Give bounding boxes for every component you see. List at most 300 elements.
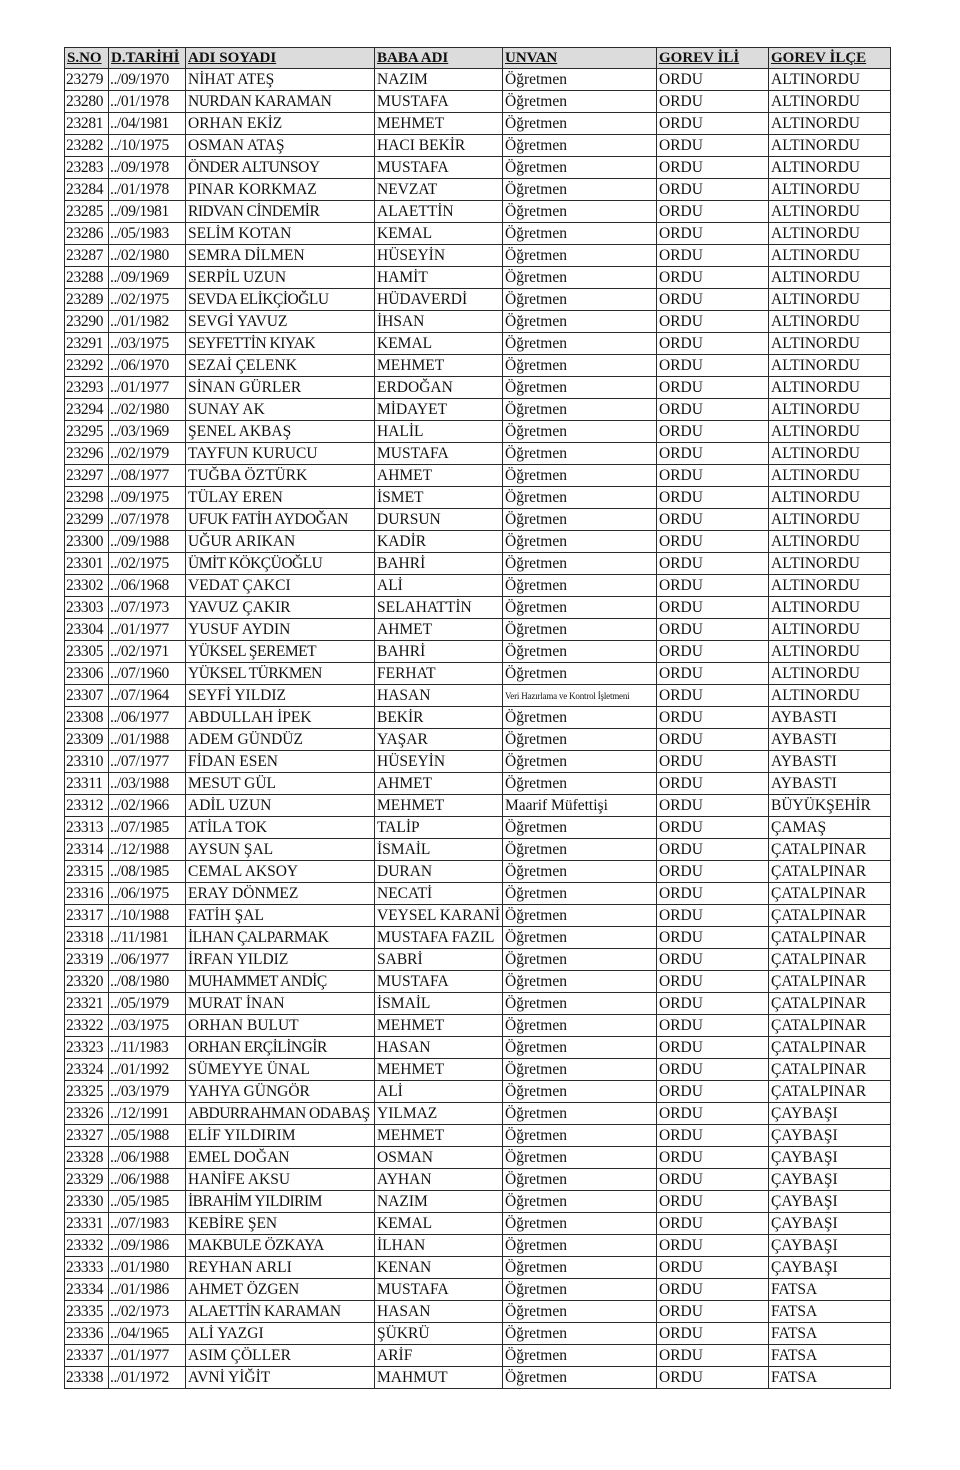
cell-district: ALTINORDU xyxy=(769,333,891,355)
cell-title: Öğretmen xyxy=(503,377,657,399)
cell-father-name: ERDOĞAN xyxy=(375,377,503,399)
cell-district: ÇATALPINAR xyxy=(769,971,891,993)
cell-birth-date: ../09/1988 xyxy=(109,531,186,553)
cell-district: FATSA xyxy=(769,1345,891,1367)
cell-father-name: İLHAN xyxy=(375,1235,503,1257)
cell-full-name: YAHYA GÜNGÖR xyxy=(186,1081,375,1103)
cell-province: ORDU xyxy=(657,267,769,289)
cell-province: ORDU xyxy=(657,1103,769,1125)
cell-province: ORDU xyxy=(657,509,769,531)
cell-birth-date: ../02/1980 xyxy=(109,245,186,267)
cell-full-name: İLHAN ÇALPARMAK xyxy=(186,927,375,949)
cell-full-name: TAYFUN KURUCU xyxy=(186,443,375,465)
cell-father-name: KEMAL xyxy=(375,333,503,355)
cell-father-name: KEMAL xyxy=(375,223,503,245)
cell-sno: 23290 xyxy=(65,311,109,333)
cell-full-name: NURDAN KARAMAN xyxy=(186,91,375,113)
table-row xyxy=(65,729,891,751)
cell-district: ALTINORDU xyxy=(769,487,891,509)
cell-father-name: ALİ xyxy=(375,1081,503,1103)
cell-full-name: YÜKSEL ŞEREMET xyxy=(186,641,375,663)
cell-sno: 23332 xyxy=(65,1235,109,1257)
table-row xyxy=(65,1323,891,1345)
cell-title: Öğretmen xyxy=(503,553,657,575)
cell-title: Öğretmen xyxy=(503,597,657,619)
cell-title: Öğretmen xyxy=(503,179,657,201)
table-row xyxy=(65,1103,891,1125)
cell-sno: 23300 xyxy=(65,531,109,553)
cell-sno: 23316 xyxy=(65,883,109,905)
cell-full-name: SÜMEYYE ÜNAL xyxy=(186,1059,375,1081)
table-row xyxy=(65,1169,891,1191)
cell-birth-date: ../03/1975 xyxy=(109,1015,186,1037)
cell-title: Öğretmen xyxy=(503,531,657,553)
cell-sno: 23301 xyxy=(65,553,109,575)
cell-sno: 23325 xyxy=(65,1081,109,1103)
cell-father-name: FERHAT xyxy=(375,663,503,685)
cell-father-name: TALİP xyxy=(375,817,503,839)
cell-sno: 23317 xyxy=(65,905,109,927)
cell-district: ALTINORDU xyxy=(769,311,891,333)
cell-district: ALTINORDU xyxy=(769,113,891,135)
cell-sno: 23327 xyxy=(65,1125,109,1147)
cell-father-name: VEYSEL KARANİ xyxy=(375,905,503,927)
cell-father-name: HACI BEKİR xyxy=(375,135,503,157)
table-row xyxy=(65,531,891,553)
cell-province: ORDU xyxy=(657,157,769,179)
table-row xyxy=(65,883,891,905)
table-row xyxy=(65,707,891,729)
cell-full-name: EMEL DOĞAN xyxy=(186,1147,375,1169)
header-province: GOREV İLİ xyxy=(657,48,769,69)
cell-full-name: ERAY DÖNMEZ xyxy=(186,883,375,905)
cell-birth-date: ../05/1985 xyxy=(109,1191,186,1213)
table-row xyxy=(65,795,891,817)
cell-province: ORDU xyxy=(657,1015,769,1037)
cell-title: Öğretmen xyxy=(503,575,657,597)
cell-district: ALTINORDU xyxy=(769,135,891,157)
cell-province: ORDU xyxy=(657,223,769,245)
cell-district: ALTINORDU xyxy=(769,641,891,663)
cell-sno: 23313 xyxy=(65,817,109,839)
cell-title: Öğretmen xyxy=(503,1103,657,1125)
cell-district: ÇAYBAŞI xyxy=(769,1147,891,1169)
table-row xyxy=(65,267,891,289)
cell-province: ORDU xyxy=(657,685,769,707)
cell-sno: 23321 xyxy=(65,993,109,1015)
cell-title: Öğretmen xyxy=(503,355,657,377)
table-row xyxy=(65,1037,891,1059)
table-row xyxy=(65,1301,891,1323)
cell-district: ÇAYBAŞI xyxy=(769,1191,891,1213)
cell-father-name: MEHMET xyxy=(375,1059,503,1081)
cell-sno: 23298 xyxy=(65,487,109,509)
cell-title: Öğretmen xyxy=(503,487,657,509)
cell-full-name: İRFAN YILDIZ xyxy=(186,949,375,971)
cell-father-name: AHMET xyxy=(375,773,503,795)
cell-title: Öğretmen xyxy=(503,509,657,531)
cell-title: Öğretmen xyxy=(503,861,657,883)
cell-province: ORDU xyxy=(657,531,769,553)
cell-district: ALTINORDU xyxy=(769,377,891,399)
table-row xyxy=(65,1015,891,1037)
cell-sno: 23329 xyxy=(65,1169,109,1191)
cell-birth-date: ../12/1991 xyxy=(109,1103,186,1125)
cell-father-name: HAMİT xyxy=(375,267,503,289)
cell-province: ORDU xyxy=(657,289,769,311)
cell-father-name: MEHMET xyxy=(375,1125,503,1147)
cell-birth-date: ../03/1969 xyxy=(109,421,186,443)
cell-title: Öğretmen xyxy=(503,883,657,905)
cell-full-name: ABDULLAH İPEK xyxy=(186,707,375,729)
cell-district: ALTINORDU xyxy=(769,575,891,597)
cell-birth-date: ../11/1983 xyxy=(109,1037,186,1059)
cell-sno: 23288 xyxy=(65,267,109,289)
cell-father-name: MUSTAFA xyxy=(375,971,503,993)
cell-full-name: İBRAHİM YILDIRIM xyxy=(186,1191,375,1213)
cell-title: Öğretmen xyxy=(503,729,657,751)
cell-title: Öğretmen xyxy=(503,641,657,663)
cell-sno: 23318 xyxy=(65,927,109,949)
cell-province: ORDU xyxy=(657,883,769,905)
cell-title: Öğretmen xyxy=(503,1301,657,1323)
cell-sno: 23308 xyxy=(65,707,109,729)
cell-province: ORDU xyxy=(657,1059,769,1081)
cell-full-name: SEVDA ELİKÇİOĞLU xyxy=(186,289,375,311)
cell-birth-date: ../01/1977 xyxy=(109,619,186,641)
cell-birth-date: ../12/1988 xyxy=(109,839,186,861)
cell-title: Öğretmen xyxy=(503,267,657,289)
cell-birth-date: ../02/1975 xyxy=(109,289,186,311)
cell-full-name: MAKBULE ÖZKAYA xyxy=(186,1235,375,1257)
cell-birth-date: ../07/1973 xyxy=(109,597,186,619)
cell-birth-date: ../09/1969 xyxy=(109,267,186,289)
cell-district: ALTINORDU xyxy=(769,663,891,685)
cell-province: ORDU xyxy=(657,817,769,839)
cell-full-name: YÜKSEL TÜRKMEN xyxy=(186,663,375,685)
cell-father-name: SELAHATTİN xyxy=(375,597,503,619)
cell-province: ORDU xyxy=(657,487,769,509)
cell-title: Öğretmen xyxy=(503,421,657,443)
cell-full-name: SELİM KOTAN xyxy=(186,223,375,245)
cell-father-name: AHMET xyxy=(375,465,503,487)
cell-birth-date: ../01/1982 xyxy=(109,311,186,333)
cell-birth-date: ../01/1972 xyxy=(109,1367,186,1389)
cell-province: ORDU xyxy=(657,1169,769,1191)
cell-sno: 23296 xyxy=(65,443,109,465)
cell-province: ORDU xyxy=(657,619,769,641)
table-header-row xyxy=(65,48,891,69)
cell-birth-date: ../05/1979 xyxy=(109,993,186,1015)
cell-sno: 23280 xyxy=(65,91,109,113)
cell-sno: 23322 xyxy=(65,1015,109,1037)
header-father-name: BABA ADI xyxy=(375,48,503,69)
cell-province: ORDU xyxy=(657,1147,769,1169)
cell-province: ORDU xyxy=(657,553,769,575)
cell-full-name: ORHAN EKİZ xyxy=(186,113,375,135)
cell-full-name: FİDAN ESEN xyxy=(186,751,375,773)
cell-birth-date: ../05/1988 xyxy=(109,1125,186,1147)
cell-father-name: HASAN xyxy=(375,685,503,707)
table-row xyxy=(65,993,891,1015)
cell-title: Öğretmen xyxy=(503,157,657,179)
cell-sno: 23302 xyxy=(65,575,109,597)
table-row xyxy=(65,971,891,993)
cell-district: ALTINORDU xyxy=(769,355,891,377)
cell-full-name: PINAR KORKMAZ xyxy=(186,179,375,201)
cell-father-name: NAZIM xyxy=(375,69,503,91)
cell-birth-date: ../06/1988 xyxy=(109,1169,186,1191)
cell-birth-date: ../01/1977 xyxy=(109,377,186,399)
cell-district: ÇATALPINAR xyxy=(769,1015,891,1037)
cell-district: ALTINORDU xyxy=(769,421,891,443)
cell-birth-date: ../01/1977 xyxy=(109,1345,186,1367)
cell-full-name: HANİFE AKSU xyxy=(186,1169,375,1191)
cell-birth-date: ../02/1979 xyxy=(109,443,186,465)
cell-district: ÇAYBAŞI xyxy=(769,1235,891,1257)
cell-birth-date: ../06/1977 xyxy=(109,949,186,971)
cell-full-name: TUĞBA ÖZTÜRK xyxy=(186,465,375,487)
cell-full-name: SERPİL UZUN xyxy=(186,267,375,289)
table-row xyxy=(65,1257,891,1279)
cell-father-name: HÜSEYİN xyxy=(375,751,503,773)
cell-district: ALTINORDU xyxy=(769,245,891,267)
cell-district: ALTINORDU xyxy=(769,267,891,289)
cell-district: ALTINORDU xyxy=(769,509,891,531)
cell-province: ORDU xyxy=(657,795,769,817)
cell-sno: 23336 xyxy=(65,1323,109,1345)
cell-district: AYBASTI xyxy=(769,707,891,729)
cell-title: Öğretmen xyxy=(503,817,657,839)
cell-title: Öğretmen xyxy=(503,1279,657,1301)
cell-title: Öğretmen xyxy=(503,839,657,861)
cell-father-name: AYHAN xyxy=(375,1169,503,1191)
header-sno: S.NO xyxy=(65,48,109,69)
cell-birth-date: ../05/1983 xyxy=(109,223,186,245)
cell-sno: 23282 xyxy=(65,135,109,157)
table-row xyxy=(65,1367,891,1389)
cell-birth-date: ../02/1966 xyxy=(109,795,186,817)
cell-district: ALTINORDU xyxy=(769,619,891,641)
cell-full-name: ORHAN ERÇİLİNGİR xyxy=(186,1037,375,1059)
cell-district: FATSA xyxy=(769,1279,891,1301)
cell-province: ORDU xyxy=(657,993,769,1015)
cell-father-name: DURSUN xyxy=(375,509,503,531)
cell-birth-date: ../01/1988 xyxy=(109,729,186,751)
cell-title: Öğretmen xyxy=(503,1367,657,1389)
cell-title: Öğretmen xyxy=(503,333,657,355)
cell-full-name: SİNAN GÜRLER xyxy=(186,377,375,399)
cell-sno: 23315 xyxy=(65,861,109,883)
cell-full-name: SEZAİ ÇELENK xyxy=(186,355,375,377)
cell-province: ORDU xyxy=(657,465,769,487)
cell-sno: 23305 xyxy=(65,641,109,663)
table-row xyxy=(65,443,891,465)
cell-district: ALTINORDU xyxy=(769,289,891,311)
cell-sno: 23291 xyxy=(65,333,109,355)
cell-father-name: KENAN xyxy=(375,1257,503,1279)
cell-father-name: HALİL xyxy=(375,421,503,443)
cell-birth-date: ../02/1971 xyxy=(109,641,186,663)
cell-father-name: MUSTAFA xyxy=(375,157,503,179)
cell-full-name: VEDAT ÇAKCI xyxy=(186,575,375,597)
cell-province: ORDU xyxy=(657,443,769,465)
cell-father-name: BEKİR xyxy=(375,707,503,729)
cell-province: ORDU xyxy=(657,751,769,773)
cell-sno: 23312 xyxy=(65,795,109,817)
cell-title: Öğretmen xyxy=(503,1213,657,1235)
cell-title: Öğretmen xyxy=(503,927,657,949)
cell-sno: 23292 xyxy=(65,355,109,377)
cell-sno: 23335 xyxy=(65,1301,109,1323)
table-row xyxy=(65,421,891,443)
cell-province: ORDU xyxy=(657,179,769,201)
cell-district: ALTINORDU xyxy=(769,399,891,421)
table-row xyxy=(65,223,891,245)
cell-sno: 23307 xyxy=(65,685,109,707)
cell-province: ORDU xyxy=(657,311,769,333)
cell-birth-date: ../02/1973 xyxy=(109,1301,186,1323)
cell-title: Öğretmen xyxy=(503,663,657,685)
cell-province: ORDU xyxy=(657,1125,769,1147)
cell-district: ALTINORDU xyxy=(769,531,891,553)
cell-full-name: ORHAN BULUT xyxy=(186,1015,375,1037)
table-row xyxy=(65,179,891,201)
cell-full-name: KEBİRE ŞEN xyxy=(186,1213,375,1235)
cell-sno: 23279 xyxy=(65,69,109,91)
cell-title: Öğretmen xyxy=(503,949,657,971)
cell-province: ORDU xyxy=(657,91,769,113)
cell-district: ÇATALPINAR xyxy=(769,927,891,949)
cell-sno: 23281 xyxy=(65,113,109,135)
table-row xyxy=(65,245,891,267)
cell-father-name: İSMET xyxy=(375,487,503,509)
cell-father-name: MEHMET xyxy=(375,795,503,817)
cell-sno: 23304 xyxy=(65,619,109,641)
cell-birth-date: ../09/1986 xyxy=(109,1235,186,1257)
table-row xyxy=(65,113,891,135)
cell-birth-date: ../04/1981 xyxy=(109,113,186,135)
cell-province: ORDU xyxy=(657,575,769,597)
cell-full-name: ALAETTİN KARAMAN xyxy=(186,1301,375,1323)
table-row xyxy=(65,289,891,311)
cell-province: ORDU xyxy=(657,69,769,91)
cell-district: ALTINORDU xyxy=(769,465,891,487)
cell-birth-date: ../06/1975 xyxy=(109,883,186,905)
cell-father-name: MEHMET xyxy=(375,113,503,135)
cell-sno: 23284 xyxy=(65,179,109,201)
cell-sno: 23337 xyxy=(65,1345,109,1367)
cell-birth-date: ../06/1970 xyxy=(109,355,186,377)
cell-province: ORDU xyxy=(657,1257,769,1279)
cell-province: ORDU xyxy=(657,949,769,971)
cell-birth-date: ../07/1978 xyxy=(109,509,186,531)
cell-father-name: NECATİ xyxy=(375,883,503,905)
cell-district: ÇATALPINAR xyxy=(769,949,891,971)
cell-father-name: BAHRİ xyxy=(375,553,503,575)
cell-sno: 23310 xyxy=(65,751,109,773)
cell-full-name: AYSUN ŞAL xyxy=(186,839,375,861)
cell-sno: 23328 xyxy=(65,1147,109,1169)
cell-sno: 23314 xyxy=(65,839,109,861)
cell-title: Öğretmen xyxy=(503,619,657,641)
cell-district: ÇATALPINAR xyxy=(769,1081,891,1103)
cell-district: ÇAYBAŞI xyxy=(769,1257,891,1279)
table-row xyxy=(65,1213,891,1235)
cell-province: ORDU xyxy=(657,1037,769,1059)
cell-title: Öğretmen xyxy=(503,1235,657,1257)
cell-province: ORDU xyxy=(657,421,769,443)
cell-full-name: AVNİ YİĞİT xyxy=(186,1367,375,1389)
cell-sno: 23331 xyxy=(65,1213,109,1235)
cell-title: Öğretmen xyxy=(503,905,657,927)
cell-province: ORDU xyxy=(657,663,769,685)
cell-birth-date: ../01/1978 xyxy=(109,91,186,113)
cell-title: Öğretmen xyxy=(503,1257,657,1279)
cell-district: ÇATALPINAR xyxy=(769,883,891,905)
cell-sno: 23333 xyxy=(65,1257,109,1279)
table-row xyxy=(65,949,891,971)
cell-district: ALTINORDU xyxy=(769,223,891,245)
cell-province: ORDU xyxy=(657,333,769,355)
cell-province: ORDU xyxy=(657,355,769,377)
cell-district: ÇATALPINAR xyxy=(769,1059,891,1081)
cell-district: AYBASTI xyxy=(769,729,891,751)
cell-birth-date: ../07/1983 xyxy=(109,1213,186,1235)
cell-full-name: SUNAY AK xyxy=(186,399,375,421)
table-row xyxy=(65,1125,891,1147)
cell-title: Maarif Müfettişi xyxy=(503,795,657,817)
cell-title: Öğretmen xyxy=(503,751,657,773)
cell-district: ÇATALPINAR xyxy=(769,993,891,1015)
cell-full-name: MESUT GÜL xyxy=(186,773,375,795)
cell-title: Öğretmen xyxy=(503,69,657,91)
cell-father-name: MUSTAFA xyxy=(375,1279,503,1301)
cell-full-name: SEYFETTİN KIYAK xyxy=(186,333,375,355)
table-row xyxy=(65,839,891,861)
cell-province: ORDU xyxy=(657,641,769,663)
table-row xyxy=(65,1191,891,1213)
cell-father-name: MUSTAFA xyxy=(375,443,503,465)
cell-father-name: ALİ xyxy=(375,575,503,597)
cell-full-name: ÜMİT KÖKÇÜOĞLU xyxy=(186,553,375,575)
cell-title: Öğretmen xyxy=(503,1037,657,1059)
cell-father-name: MAHMUT xyxy=(375,1367,503,1389)
cell-full-name: REYHAN ARLI xyxy=(186,1257,375,1279)
cell-father-name: BAHRİ xyxy=(375,641,503,663)
cell-sno: 23295 xyxy=(65,421,109,443)
cell-district: BÜYÜKŞEHİR xyxy=(769,795,891,817)
cell-sno: 23311 xyxy=(65,773,109,795)
cell-father-name: HASAN xyxy=(375,1037,503,1059)
table-row xyxy=(65,663,891,685)
cell-father-name: MEHMET xyxy=(375,1015,503,1037)
cell-province: ORDU xyxy=(657,773,769,795)
table-row xyxy=(65,487,891,509)
cell-full-name: FATİH ŞAL xyxy=(186,905,375,927)
cell-province: ORDU xyxy=(657,135,769,157)
cell-full-name: UĞUR ARIKAN xyxy=(186,531,375,553)
cell-birth-date: ../01/1986 xyxy=(109,1279,186,1301)
cell-title: Öğretmen xyxy=(503,135,657,157)
cell-sno: 23286 xyxy=(65,223,109,245)
table-row xyxy=(65,641,891,663)
cell-father-name: OSMAN xyxy=(375,1147,503,1169)
cell-title: Öğretmen xyxy=(503,993,657,1015)
cell-birth-date: ../09/1978 xyxy=(109,157,186,179)
cell-sno: 23319 xyxy=(65,949,109,971)
cell-birth-date: ../07/1964 xyxy=(109,685,186,707)
